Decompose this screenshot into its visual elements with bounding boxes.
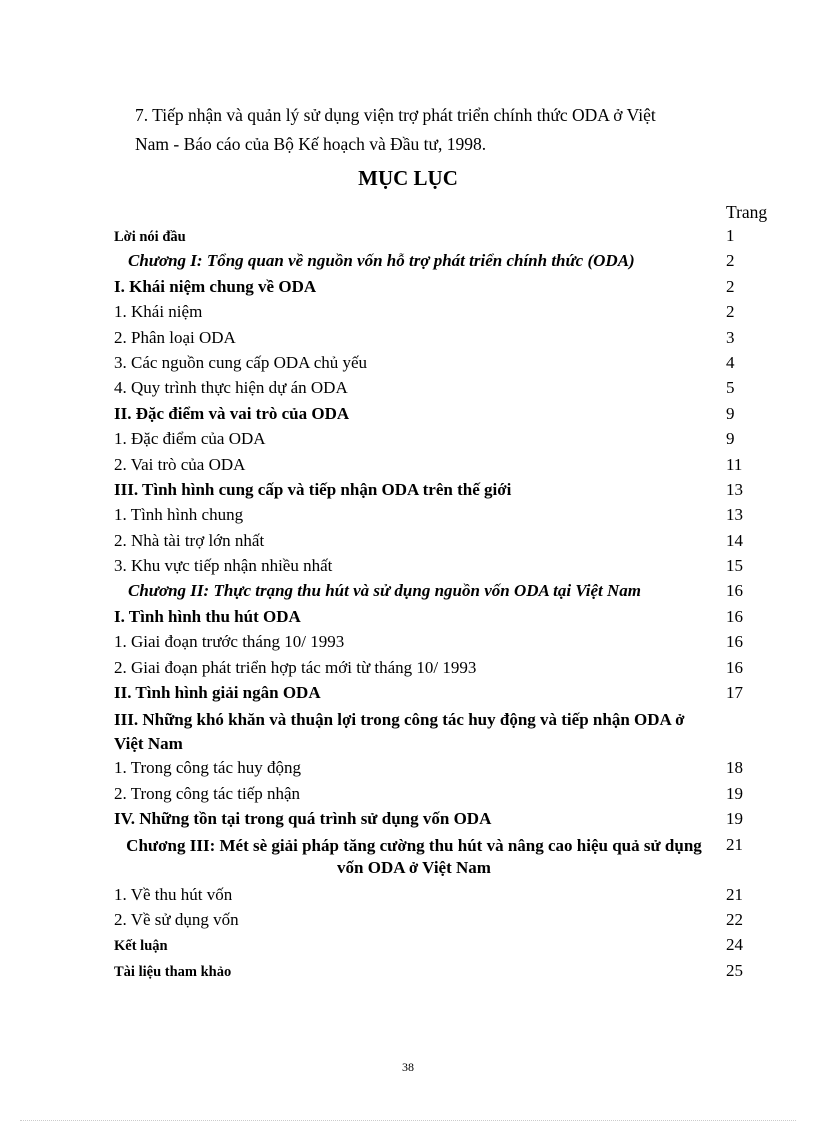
page-bottom-divider — [20, 1120, 796, 1121]
toc-label: 1. Tình hình chung — [114, 505, 244, 525]
toc-page: 22 — [726, 909, 743, 929]
toc-label: Chương I: Tổng quan về nguồn vốn hỗ trợ phát triển chính thức (ODA) — [128, 251, 635, 271]
toc-row — [114, 404, 774, 429]
toc-page: 21 — [726, 884, 743, 904]
toc-row — [114, 683, 774, 708]
toc-label: 1. Về thu hút vốn — [114, 884, 233, 904]
toc-row — [114, 302, 774, 327]
toc-row — [114, 607, 774, 632]
toc-page: 24 — [726, 935, 743, 955]
toc-label: Tài liệu tham khảo — [114, 963, 232, 980]
toc-label: 2. Vai trò của ODA — [114, 454, 246, 474]
toc-label: 2. Trong công tác tiếp nhận — [114, 783, 301, 803]
toc-page: 21 — [726, 834, 743, 854]
page-column-header: Trang — [726, 202, 768, 222]
toc-row — [114, 480, 774, 505]
toc-row — [114, 277, 774, 302]
reference-line-1: 7. Tiếp nhận và quản lý sử dụng viện trợ phát triển chính thức ODA ở Việt — [135, 105, 656, 125]
toc-label: 3. Khu vực tiếp nhận nhiều nhất — [114, 556, 333, 576]
toc-label: 1. Giai đoạn trước tháng 10/ 1993 — [114, 632, 345, 652]
toc-row — [114, 935, 774, 960]
toc-page: 16 — [726, 632, 743, 652]
reference-entry — [135, 100, 737, 160]
toc-page: 2 — [726, 251, 735, 271]
toc-label: Chương III: Mét sè giải pháp tăng cường thu hút và nâng cao hiệu quả sử dụng vốn ODA ở Việt Nam — [126, 835, 702, 877]
toc-row — [114, 835, 774, 885]
toc-label: 2. Phân loại ODA — [114, 327, 236, 347]
toc-label: 1. Trong công tác huy động — [114, 758, 301, 778]
toc-page: 9 — [726, 429, 735, 449]
toc-page: 13 — [726, 505, 743, 525]
toc-page: 19 — [726, 783, 743, 803]
toc-row — [114, 809, 774, 834]
toc-row — [114, 784, 774, 809]
toc-label: III. Những khó khăn và thuận lợi trong công tác huy động và tiếp nhận ODA ở Việt Nam — [114, 710, 685, 754]
toc-label: 2. Về sử dụng vốn — [114, 909, 239, 929]
toc-page: 16 — [726, 581, 743, 601]
toc-row — [114, 455, 774, 480]
toc-label: 1. Khái niệm — [114, 302, 203, 322]
toc-row — [114, 226, 774, 251]
toc-page: 15 — [726, 556, 743, 576]
toc-page: 2 — [726, 276, 735, 296]
toc-row — [114, 885, 774, 910]
toc-label: 2. Giai đoạn phát triển hợp tác mới từ tháng 10/ 1993 — [114, 657, 477, 677]
toc-page: 13 — [726, 479, 743, 499]
toc-row — [114, 961, 774, 986]
toc-row — [114, 531, 774, 556]
toc-row — [114, 505, 774, 530]
toc-label: 3. Các nguồn cung cấp ODA chủ yếu — [114, 352, 368, 372]
toc-label: 2. Nhà tài trợ lớn nhất — [114, 530, 265, 550]
toc-row — [114, 910, 774, 935]
toc-label: I. Khái niệm chung về ODA — [114, 276, 317, 296]
toc-row — [114, 758, 774, 783]
toc-label: 4. Quy trình thực hiện dự án ODA — [114, 378, 348, 398]
toc-label: II. Đặc điểm và vai trò của ODA — [114, 403, 350, 423]
toc-page: 2 — [726, 302, 735, 322]
toc-page: 14 — [726, 530, 743, 550]
toc-row — [114, 581, 774, 606]
toc-page: 11 — [726, 454, 743, 474]
toc-label: II. Tình hình giải ngân ODA — [114, 683, 321, 703]
toc-label: IV. Những tồn tại trong quá trình sử dụng vốn ODA — [114, 809, 492, 829]
toc-page: 19 — [726, 809, 743, 829]
page-number: 38 — [402, 1060, 414, 1074]
toc-row — [114, 556, 774, 581]
toc-page: 5 — [726, 378, 735, 398]
toc-label: Lời nói đầu — [114, 229, 186, 245]
toc-page: 16 — [726, 606, 743, 626]
toc-page: 18 — [726, 758, 743, 778]
toc-page: 1 — [726, 226, 735, 245]
toc-page: 9 — [726, 403, 735, 423]
toc-row — [114, 251, 774, 276]
toc-label: Kết luận — [114, 938, 168, 955]
toc-row — [114, 429, 774, 454]
toc-page: 25 — [726, 960, 743, 980]
toc-row — [114, 632, 774, 657]
toc-label: 1. Đặc điểm của ODA — [114, 429, 266, 449]
toc-page: 3 — [726, 327, 735, 347]
toc-label: Chương II: Thực trạng thu hút và sử dụng nguồn vốn ODA tại Việt Nam — [128, 581, 641, 601]
toc-label: III. Tình hình cung cấp và tiếp nhận ODA trên thế giới — [114, 479, 512, 499]
toc-row — [114, 658, 774, 683]
toc-row — [114, 708, 774, 758]
toc-row — [114, 378, 774, 403]
table-of-contents — [114, 226, 774, 986]
toc-label: I. Tình hình thu hút ODA — [114, 606, 301, 626]
toc-row — [114, 353, 774, 378]
toc-page: 4 — [726, 352, 735, 372]
toc-row — [114, 328, 774, 353]
page-title: MỤC LỤC — [358, 166, 458, 190]
toc-page: 17 — [726, 683, 743, 703]
toc-page: 16 — [726, 657, 743, 677]
reference-line-2: Nam - Báo cáo của Bộ Kế hoạch và Đầu tư, 1998. — [135, 134, 487, 154]
